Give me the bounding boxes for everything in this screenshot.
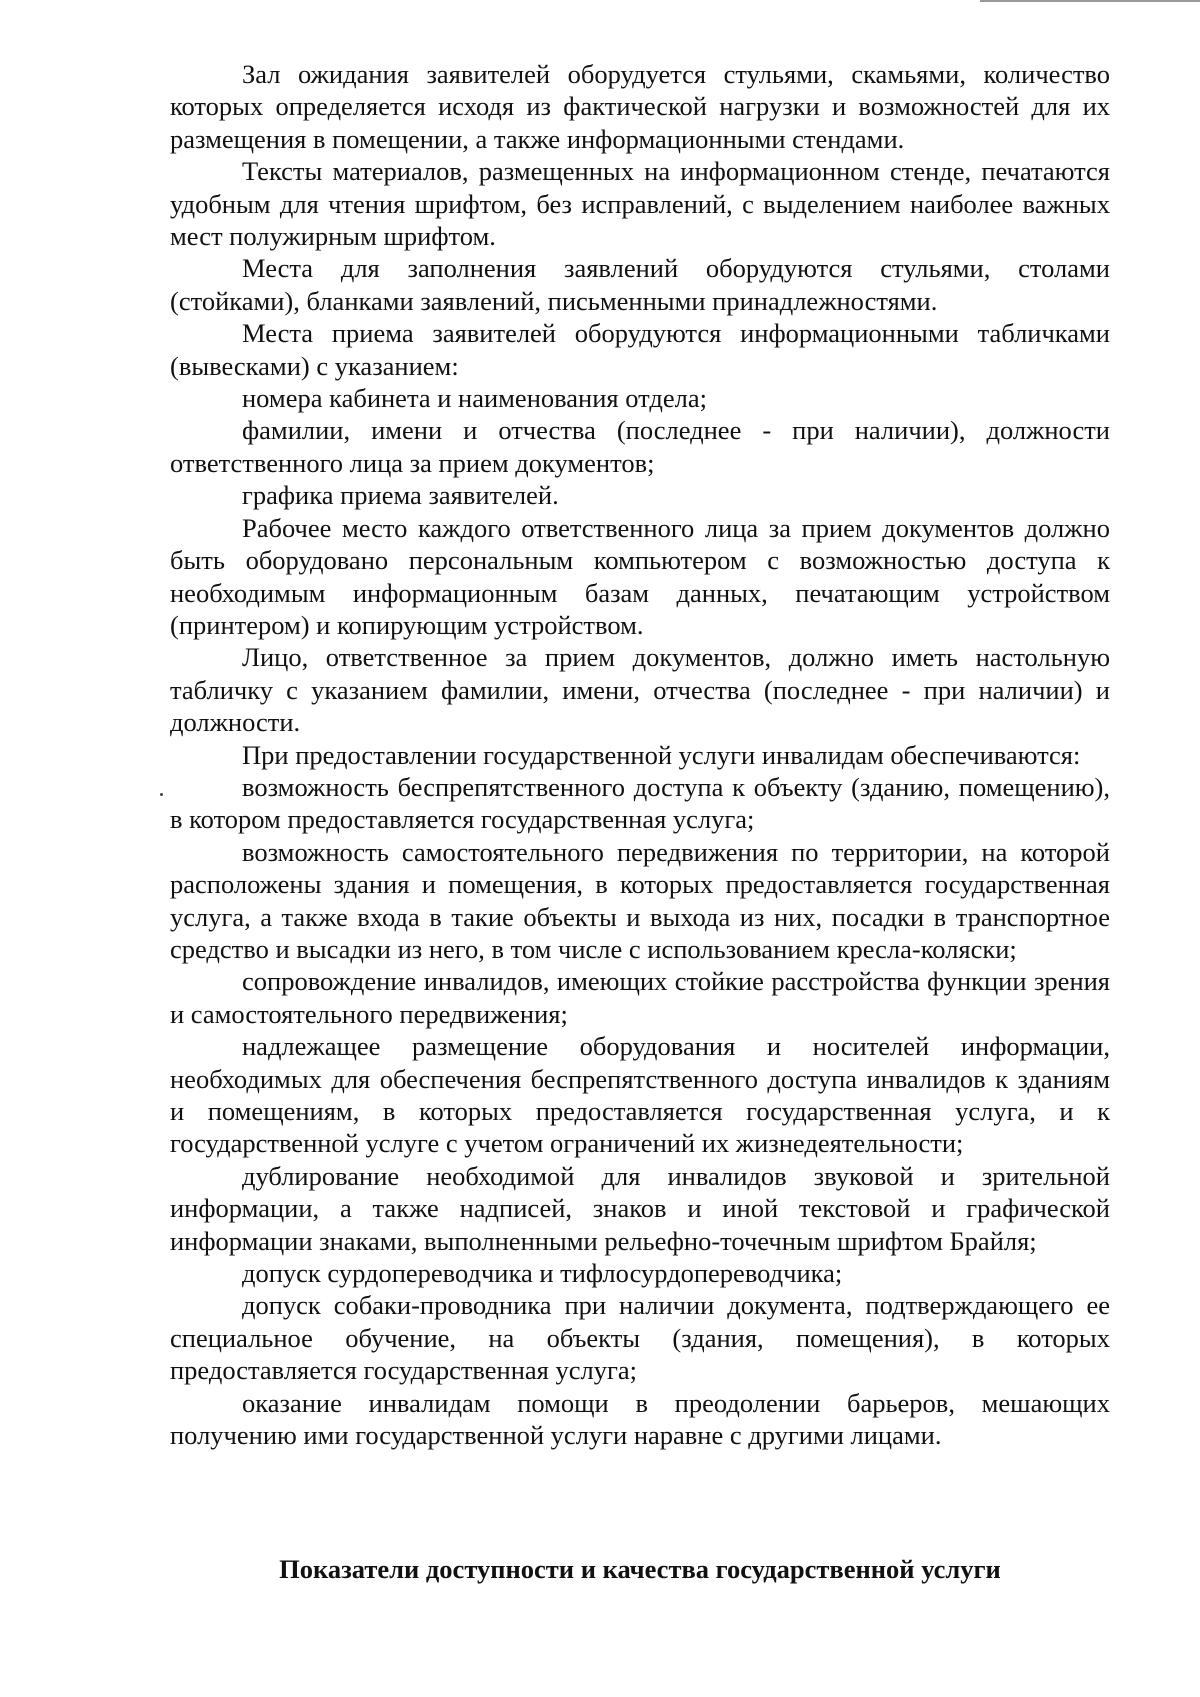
paragraph-disability-intro: При предоставлении государственной услуги инвалидам обеспечиваются: bbox=[242, 739, 1081, 770]
paragraph-desk-sign: Лицо, ответственное за прием документов, должно иметь настольную табличку с указанием фамилии, имени, отчества (последнее - при наличии) и должности. bbox=[170, 642, 1110, 738]
list-item-responsible-name: фамилии, имени и отчества (последнее - при наличии), должности ответственного лица за прием документов; bbox=[170, 415, 1110, 478]
section-heading: Показатели доступности и качества государственной услуги bbox=[279, 1554, 1001, 1584]
list-item-office-number: номера кабинета и наименования отдела; bbox=[242, 383, 707, 414]
paragraph-stand-texts: Тексты материалов, размещенных на информационном стенде, печатаются удобным для чтения шрифтом, без исправлений, с выделением наиболее важных мест полужирным шрифтом. bbox=[170, 156, 1110, 252]
paragraph-workplace: Рабочее место каждого ответственного лица за прием документов должно быть оборудовано персональным компьютером с возможностью доступа к необходимым информационным базам данных, печатающим устройством (принтером) и копирующим устройством. bbox=[170, 512, 1110, 640]
list-item-escort: сопровождение инвалидов, имеющих стойкие расстройства функции зрения и самостоятельного передвижения; bbox=[170, 966, 1110, 1029]
list-item-interpreters: допуск сурдопереводчика и тифлосурдопереводчика; bbox=[242, 1258, 843, 1289]
list-item-equipment-placement: надлежащее размещение оборудования и носителей информации, необходимых для обеспечения беспрепятственного доступа инвалидов к зданиям и помещениям, в которых предоставляется государственная услуга, и к государственной услуге с учетом ограничений их жизнедеятельности; bbox=[170, 1031, 1110, 1159]
list-item-schedule: графика приема заявителей. bbox=[242, 480, 559, 511]
paragraph-form-places: Места для заполнения заявлений оборудуются стульями, столами (стойками), бланками заявлений, письменными принадлежностями. bbox=[170, 253, 1110, 316]
list-item-barrier-assistance: оказание инвалидам помощи в преодолении барьеров, мешающих получению ими государственной услуги наравне с другими лицами. bbox=[170, 1387, 1110, 1451]
page-edge-line bbox=[980, 0, 1200, 2]
scan-artifact-dot bbox=[160, 793, 163, 796]
list-item-information-duplication: дублирование необходимой для инвалидов звуковой и зрительной информации, а также надписей, знаков и иной текстовой и графической информации знаками, выполненными рельефно-точечным шрифтом Брайля; bbox=[170, 1160, 1110, 1256]
list-item-guide-dog: допуск собаки-проводника при наличии документа, подтверждающего ее специальное обучение, на объекты (здания, помещения), в которых предоставляется государственная услуга; bbox=[170, 1290, 1110, 1386]
paragraph-waiting-hall: Зал ожидания заявителей оборудуется стульями, скамьями, количество которых определяется исходя из фактической нагрузки и возможностей для их размещения в помещении, а также информационными стендами. bbox=[170, 59, 1110, 154]
document-body bbox=[170, 58, 1110, 1451]
list-item-independent-movement: возможность самостоятельного передвижения по территории, на которой расположены здания и помещения, в которых предоставляется государственная услуга, а также входа в такие объекты и выхода из них, посадки в транспортное средство и высадки из него, в том числе с использованием кресла-коляски; bbox=[170, 836, 1110, 964]
list-item-unobstructed-access: возможность беспрепятственного доступа к объекту (зданию, помещению), в котором предоставляется государственная услуга; bbox=[170, 771, 1110, 835]
paragraph-reception-places: Места приема заявителей оборудуются информационными табличками (вывесками) с указанием: bbox=[170, 318, 1110, 381]
